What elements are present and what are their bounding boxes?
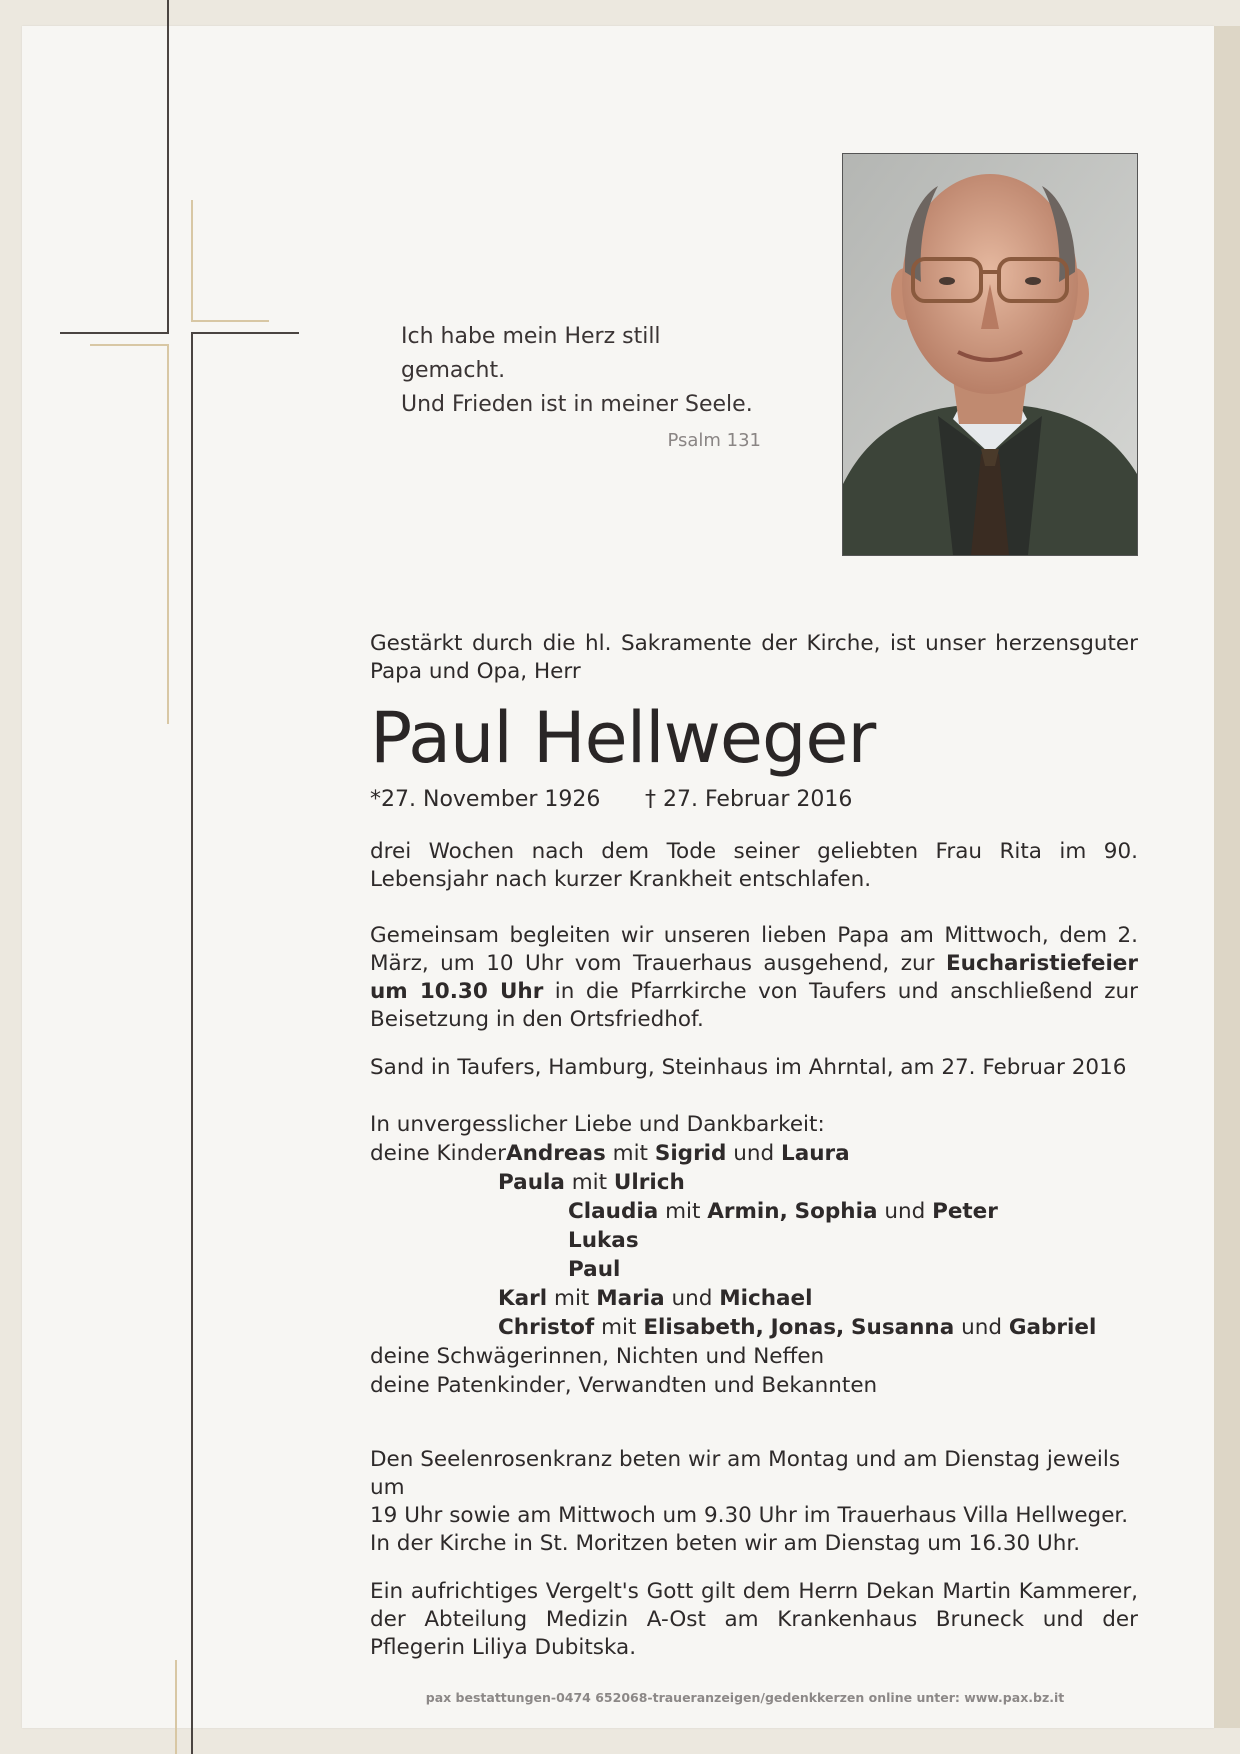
rosary-line-1: Den Seelenrosenkranz beten wir am Montag und am Dienstag jeweils um: [370, 1447, 1121, 1500]
portrait-photo: [842, 153, 1138, 556]
mourners-row-3: Claudia mit Armin, Sophia und Peter: [568, 1199, 998, 1224]
obituary-body: [370, 630, 1138, 1662]
life-dates: [370, 786, 1138, 814]
funeral-text: Gemeinsam begleiten wir unseren lieben Papa am Mittwoch, dem 2. März, um 10 Uhr vom Trauerhaus ausgehend, zur Eucharistiefeier um 10.30 Uhr in die Pfarrkirche von Taufers und anschließend zur Beisetzung in den Ortsfriedhof.: [370, 923, 1138, 1032]
quote-line-1: Ich habe mein Herz still gemacht.: [401, 324, 661, 383]
intro-text: Gestärkt durch die hl. Sakramente der Kirche, ist unser herzensguter Papa und Opa, Herr: [370, 631, 1138, 684]
mourners-row-4: Lukas: [568, 1228, 639, 1253]
passing-text: drei Wochen nach dem Tode seiner geliebten Frau Rita im 90. Lebensjahr nach kurzer Krankheit entschlafen.: [370, 839, 1138, 892]
quote-source: Psalm 131: [667, 430, 761, 451]
cross-vertical-upper-dark: [167, 0, 169, 334]
cross-vertical-lower-gold: [167, 344, 169, 724]
mourners-row-5: Paul: [568, 1257, 621, 1282]
cross-vertical-lower-dark: [191, 332, 193, 1754]
cross-arm-left-dark: [60, 332, 168, 334]
footer-contact: pax bestattungen-0474 652068-traueranzeigen/gedenkkerzen online unter: www.pax.bz.it: [425, 1690, 1065, 1705]
mourners-row-6: Karl mit Maria und Michael: [498, 1286, 813, 1311]
deceased-name: Paul Hellweger: [370, 697, 876, 779]
rosary-line-3: In der Kirche in St. Moritzen beten wir am Dienstag um 16.30 Uhr.: [370, 1531, 1081, 1556]
place-and-date: Sand in Taufers, Hamburg, Steinhaus im Ahrntal, am 27. Februar 2016: [370, 1055, 1127, 1080]
rosary-line-2: 19 Uhr sowie am Mittwoch um 9.30 Uhr im Trauerhaus Villa Hellweger.: [370, 1503, 1129, 1528]
portrait-icon: [843, 154, 1137, 555]
birth-date: *27. November 1926: [370, 787, 601, 812]
rosary-info: [370, 1446, 1138, 1558]
page-edge: [1214, 26, 1240, 1728]
psalm-quote: [401, 320, 761, 452]
mass-time: Eucharistiefeier um 10.30 Uhr: [370, 951, 1138, 1004]
mourners-row-2: Paula mit Ulrich: [498, 1170, 685, 1195]
mourners-row-7: Christof mit Elisabeth, Jonas, Susanna und Gabriel: [498, 1315, 1097, 1340]
mourners-in-laws: deine Schwägerinnen, Nichten und Neffen: [370, 1344, 825, 1369]
death-date: † 27. Februar 2016: [645, 787, 853, 812]
cross-vertical-upper-gold: [191, 200, 193, 320]
cross-arm-right-gold: [191, 320, 269, 322]
mourners-godchildren: deine Patenkinder, Verwandten und Bekannten: [370, 1373, 878, 1398]
cross-base-gold: [175, 1660, 177, 1754]
mourners-row-1: deine KinderAndreas mit Sigrid und Laura: [370, 1141, 850, 1166]
cross-arm-left-gold: [90, 344, 168, 346]
thanks-text: Ein aufrichtiges Vergelt's Gott gilt dem Herrn Dekan Martin Kammerer, der Abteilung Medizin A-Ost am Krankenhaus Bruneck und der Pflegerin Liliya Dubitska.: [370, 1579, 1138, 1660]
quote-line-2: Und Frieden ist in meiner Seele.: [401, 392, 753, 417]
mourners-list: [370, 1110, 1138, 1400]
cross-arm-right-dark: [191, 332, 299, 334]
mourners-heading: In unvergesslicher Liebe und Dankbarkeit:: [370, 1112, 825, 1137]
